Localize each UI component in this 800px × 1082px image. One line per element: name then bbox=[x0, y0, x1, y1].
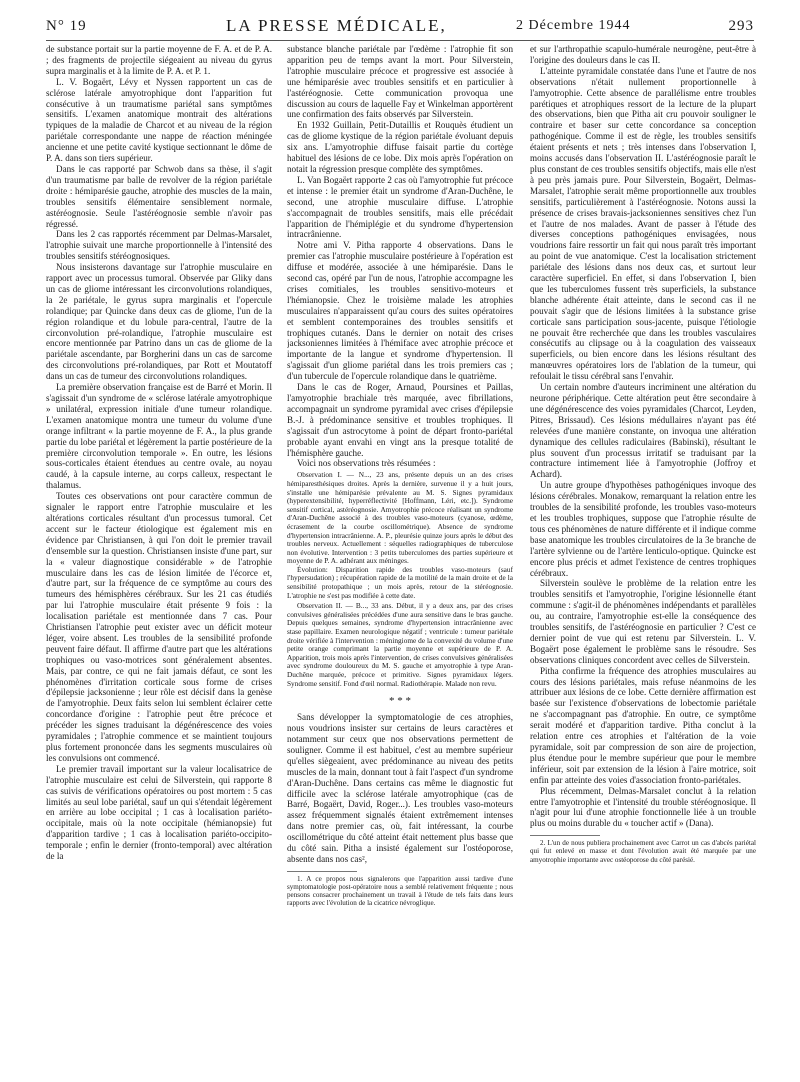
column-3 bbox=[530, 44, 756, 1074]
observation-1-evolution: Évolution: Disparition rapide des troubles vaso-moteurs (sauf l'hypersudation) ; récupération rapide de la motilité de la main droite et de la sensibilité protopathique ; un mois après, retour de la stéréognosie. L'atrophie ne s'est pas modifiée à cette date. bbox=[287, 564, 513, 600]
paragraph: Un autre groupe d'hypothèses pathogéniques invoque des lésions cérébrales. Monakow, remarquant la relation entre les troubles de la sensibilité profonde, les troubles vaso-moteurs et les troubles trophiques, suppose que l'atrophie résulte de tous ces phénomènes de nature différente et il indique comme base anatomique les troubles circulatoires de la 3e branche de l'artère sylvienne ou de l'artère lenticulo-optique. Quincke est encore plus précis et admet l'existence de centres trophiques cérébraux. bbox=[530, 480, 756, 578]
paragraph: de substance portait sur la partie moyenne de F. A. et de P. A. ; des fragments de projectile siégeaient au niveau du gyrus supra marginalis et à la limite de P. A. et P. 1. bbox=[46, 44, 272, 76]
paragraph: Silverstein soulève le problème de la relation entre les troubles sensitifs et l'amyotrophie, l'origine lésionnelle étant commune : s'agit-il de phénomènes indépendants et parallèles ou, au contraire, l'amyotrophie est-elle la conséquence des troubles sensitifs, de l'astéréognosie en particulier ? C'est ce dernier point de vue qui est retenu par Silverstein. L. V. Bogaërt pose également le problème sans le résoudre. Ses observations cliniques concordent avec celles de Silverstein. bbox=[530, 578, 756, 665]
paragraph: Voici nos observations très résumées : bbox=[297, 458, 436, 469]
footnote-rule bbox=[287, 871, 357, 872]
footnote-2: 2. L'un de nous publiera prochainement avec Carrot un cas d'abcès pariétal qui fut enlevé en masse et dont l'évolution avait été marquée par une amyotrophie importante avec ostéoporose du côté parésié. bbox=[530, 839, 756, 864]
paragraph: En 1932 Guillain, Petit-Dutaillis et Rouquès étudient un cas de gliome kystique de la région pariétale évoluant depuis six ans. L'amyotrophie diffuse faisait partie du cortège habituel des lésions de ce lobe. Dix mois après l'opération on notait la régression presque complète des symptômes. bbox=[287, 120, 513, 174]
section-divider-asterisks: * * * bbox=[389, 695, 411, 708]
footnote-1: 1. A ce propos nous signalerons que l'apparition aussi tardive d'une symptomatologie post-opératoire nous a semblé relativement fréquente ; nous pensons consacrer prochainement un travail à l'étude de tels faits dans leurs rapports avec l'évolution de la cicatrice névroglique. bbox=[287, 874, 513, 908]
journal-title: LA PRESSE MÉDICALE, bbox=[226, 16, 447, 35]
paragraph: Dans le cas de Roger, Arnaud, Poursines et Paillas, l'amyotrophie brachiale très marquée, avec fibrillations, accompagnait un syndrome pyramidal avec crises d'épilepsie B.-J. à prédominance sensitive et troubles trophiques. Il s'agissait d'un astrocytome à point de départ fronto-pariétal probable ayant envahi en vingt ans la presque totalité de l'hémisphère gauche. bbox=[287, 382, 513, 458]
paragraph: Pitha confirme la fréquence des atrophies musculaires au cours des lésions pariétales, mais refuse néanmoins de les attribuer aux lésions de ce lobe. Cette dernière affirmation est basée sur l'existence d'observations de lobectomie pariétale ne s'accompagnant pas d'atrophie. En outre, ce symptôme serait modéré et d'apparition tardive. Pitha conclut à la relation entre ces atrophies et l'altération de la voie pyramidale, soit par compression de son aire de projection, plus étendue pour le membre supérieur que pour le membre inférieur, soit par extension de la lésion à l'aire motrice, soit enfin par atteinte des voies d'association fronto-pariétales. bbox=[530, 665, 756, 785]
paragraph: L. Van Bogaërt rapporte 2 cas où l'amyotrophie fut précoce et intense : le premier était un syndrome d'Aran-Duchêne, le second, une atrophie musculaire diffuse. L'atrophie s'accompagnait de troubles sensitifs, mais elle précédait l'apparition de l'hémiplégie et du syndrome d'hypertension intracrânienne. bbox=[287, 174, 513, 240]
paragraph: Toutes ces observations ont pour caractère commun de signaler le rapport entre l'atrophie musculaire et les altérations corticales résultant d'un processus tumoral. Cet accent sur le facteur étiologique est également mis en évidence par Christiansen, à qui l'on doit le premier travail d'ensemble sur la question. Christiansen insiste d'une part, sur la « valeur diagnostique considérable » de l'atrophie musculaire dans les cas de lésion limitée de l'écorce et, d'autre part, sur la fréquence de ce symptôme au cours des tumeurs des hémisphères cérébraux. Sur les 21 cas étudiés par lui l'atrophie musculaire était présente 9 fois : la localisation pariétale est mentionnée dans 7 cas. Pour Christiansen l'atrophie peut exister avec un déficit moteur léger, voire absent. Les troubles de la sensibilité profonde peuvent faire défaut. Il affirme d'autre part que les altérations trophiques ou vaso-motrices sont généralement absentes. Mais, par contre, ce qui ne fait jamais défaut, ce sont les phénomènes d'irritation corticale sous forme de crises d'épilepsie jacksonienne ; leur rôle est décisif dans la genèse de l'amyotrophie. Deux faits selon lui semblent éclairer cette concordance d'origine : l'atrophie peut être précoce et précéder les signes traduisant la dégénérescence des voies pyramidales ; l'atrophie commence et se maintient toujours plus fortement prononcée dans les segments musculaires où les convulsions ont commencé. bbox=[46, 491, 272, 763]
column-2 bbox=[287, 44, 513, 1074]
paragraph: Nous insisterons davantage sur l'atrophie musculaire en rapport avec un processus tumoral. Observée par Gliky dans un cas de gliome intéressant les circonvolutions rolandiques, la 2e pariétale, le gyrus supra marginalis et l'opercule rolandique; par Quincke dans deux cas de gliome, l'un de la région rolandique et du lobule para-central, l'autre de la circonvolution pré-rolandique, l'atrophie musculaire est encore mentionnée par Patrino dans un cas de gliome de la pariétale ascendante, par Borgherini dans un cas de sarcome des circonvolutions pré-rolandiques, par Rott et Moutatoff dans un cas de tumeur des circonvolutions rolandiques. bbox=[46, 262, 272, 382]
paragraph: Dans les 2 cas rapportés récemment par Delmas-Marsalet, l'atrophie suivait une marche proportionnelle à l'intensité des troubles sensitifs stéréognosiques. bbox=[46, 229, 272, 262]
observation-1: Observation I. — N..., 23 ans, présente depuis un an des crises hémiparesthésiques droites. Après la dernière, survenue il y a huit jours, s'installe une hémiparésie prévalente au M. S. Signes pyramidaux (hyperextensibilité, hyperréflectivité [Hoffmann, Léri, etc.]). Syndrome sensitif cortical, astéréognosie. Amyotrophie précoce réalisant un syndrome d'Aran-Duchêne associé à des troubles vaso-moteurs (cyanose, œdème, écrasement de la courbe oscillométrique). Absence de syndrome d'hypertension intracrânienne. A. P., pleurésie quinze jours après le début des troubles nerveux. Actuellement : séquelles radiographiques de tuberculose non évolutive. Intervention : 3 petits tuberculomes des parties supérieure et moyenne de P. A. adhérant aux méninges. bbox=[287, 470, 513, 566]
issue-date: 2 Décembre 1944 bbox=[516, 18, 631, 33]
paragraph: Sans développer la symptomatologie de ces atrophies, nous voudrions insister sur certains de leurs caractères et notamment sur ceux que nos observations permettent de souligner. Comme il est habituel, c'est au membre supérieur qu'elles siègeaient, avec prédominance au niveau des petits muscles de la main, donnant tout à fait l'aspect d'un syndrome d'Aran-Duchêne. Dans certains cas même le diagnostic fut difficile avec la sclérose latérale amyotrophique (cas de Barré, Bogaërt, David, Roger...). Les troubles vaso-moteurs assez fréquemment signalés étaient extrêmement intenses dans notre premier cas, où, fait intéressant, la courbe oscillométrique du côté atteint était nettement plus basse que du côté sain. Pitha a insisté également sur l'ostéoporose, absente dans nos cas², bbox=[287, 712, 513, 864]
paragraph: Notre ami V. Pitha rapporte 4 observations. Dans le premier cas l'atrophie musculaire postérieure à l'opération est diffuse et modérée, associée à une hémiparésie. Dans le second cas, opéré par l'un de nous, l'atrophie accompagne les crises comitiales, les troubles sensitivo-moteurs et l'hémianopsie. Chez le troisième malade les atrophies musculaires n'apparaissent qu'au cours des suites opératoires et semblent contemporaines des troubles sensitifs et trophiques cutanés. Dans le dernier on notait des crises jacksoniennes limitées à l'hémiface avec atrophie précoce et importante de la langue et syndrome d'hypertension. Il s'agissait d'un gliome pariétal dans les trois premiers cas ; d'un tubercule de l'opercule rolandique dans le quatrième. bbox=[287, 240, 513, 382]
paragraph: L. V. Bogaërt, Lévy et Nyssen rapportent un cas de sclérose latérale amyotrophique dont l'apparition fut consécutive à un traumatisme pariétal sans symptômes sensitifs. L'examen anatomique montrait des altérations typiques de la maladie de Charcot et au niveau de la région pariétale correspondante une nappe de réaction méningée ancienne et une petite cavité kystique sectionnant le dôme de P. A. dans son tiers supérieur. bbox=[46, 76, 272, 164]
paragraph: L'atteinte pyramidale constatée dans l'une et l'autre de nos observations n'était nullement proportionnelle à l'amyotrophie. Cette absence de parallélisme entre troubles parétiques et atrophiques ressort de la lecture de la plupart des observations, bien que Pitha ait cru pouvoir souligner le contraire et baser sur cette concordance sa conception pathogénique. Comme il est de règle, les troubles sensitifs étaient présents et nets ; très intenses dans l'observation I, moins accusés dans l'observation II. L'astéréognosie paraît le plus constant de ces troubles sensitifs objectifs, mais elle n'est à peu près jamais pure. Pour Silverstein, Bogaërt, Delmas-Marsalet, l'atrophie serait même proportionnelle aux troubles sensitifs, particulièrement à l'astéréognosie. Notons aussi la présence de crises bravais-jacksoniennes sensitives chez l'un et l'autre de nos malades. Avant de passer à l'étude des diverses conceptions pathogéniques envisagées, nous voudrions faire ressortir un fait qui nous paraît très important au point de vue anatomique. C'est la localisation strictement pariétale des lésions dans nos deux cas, et surtout leur caractère superficiel. En effet, si dans l'observation I, bien que les tuberculomes fussent très superficiels, la substance blanche adhérente était atteinte, dans le second cas il ne pouvait s'agir que de lésions limitées à la substance grise corticale sans participation sous-jacente, puisque l'étiologie ne pouvait être recherchée que dans les troubles vasculaires consécutifs au clipsage ou à la coagulation des vaisseaux superficiels, ou bien encore dans les lésions résultant des manœuvres opératoires lors de l'ablation de la tumeur, qui refoulait le tissu cérébral sans l'envahir. bbox=[530, 65, 756, 382]
page-number: 293 bbox=[728, 18, 754, 34]
paragraph: Dans le cas rapporté par Schwob dans sa thèse, il s'agit d'un traumatisme par balle de revolver de la région pariétale droite : hémiparésie gauche, atrophie des muscles de la main, troubles sensitifs élémentaire sensiblement normale, astéréognosie. Seule l'astéréognosie semble n'avoir pas régressé. bbox=[46, 163, 272, 229]
footnote-rule bbox=[530, 835, 600, 836]
observation-2: Observation II. — B..., 33 ans. Début, il y a deux ans, par des crises convulsives généralisées précédées d'une aura sensitive dans le bras gauche. Depuis quelques semaines, syndrome d'hypertension intracrânienne avec stase papillaire. Examen neurologique négatif ; ventricule : tumeur pariétale droite vérifiée à l'intervention : méningiome de la convexité du volume d'une petite orange comprimant la partie moyenne et supérieure de P. A. Apparition, trois mois après l'intervention, de crises convulsives généralisées avec syndrome douloureux du M. S. gauche et amyotrophie à type Aran-Duchêne marquée, précoce et primitive. Signes pyramidaux légers. Syndrome sensitif. Fond d'œil normal. Radiothérapie. Malade non revu. bbox=[287, 601, 513, 688]
paragraph: Un certain nombre d'auteurs incriminent une altération du neurone périphérique. Cette altération peut être secondaire à une dégénérescence des voies pyramidales (Charcot, Leyden, Pitres, Brissaud). Ces lésions médullaires n'ayant pas été relevées d'une manière constante, on invoqua une altération dynamique des cellules radiculaires (Babinski), résultant le plus souvent d'un processus irritatif se traduisant par la contracture intimement liée à l'amyotrophie (Joffroy et Achard). bbox=[530, 382, 756, 480]
column-1 bbox=[46, 44, 272, 1074]
paragraph: et sur l'arthropathie scapulo-humérale neurogène, peut-être à l'origine des douleurs dans le cas II. bbox=[530, 44, 756, 65]
paragraph: Le premier travail important sur la valeur localisatrice de l'atrophie musculaire est celui de Silverstein, qui rapporte 8 cas suivis de vérifications opératoires ou post mortem : 5 cas limités au seul lobe pariétal, sauf un qui s'étendait légèrement en arrière au lobe occipital ; 1 cas à localisation pariéto-occipitale, mais où la note occipitale (hémianopsie) fut d'apparition tardive ; 1 cas à localisation pariéto-occipito-temporale ; enfin le dernier (fronto-temporal) avec altération de la bbox=[46, 763, 272, 862]
paragraph: La première observation française est de Barré et Morin. Il s'agissait d'un syndrome de « sclérose latérale amyotrophique » unilatéral, expression initiale d'une tumeur rolandique. L'examen anatomique montra une tumeur du volume d'une orange infiltrant « la partie moyenne de F. A., la plus grande partie du lobe pariétal et légèrement la partie postérieure de la première circonvolution temporale ». En outre, les lésions sous-corticales étaient étendues au centre ovale, au noyau caudé, à la capsule interne, au corps calleux, respectant le thalamus. bbox=[46, 382, 272, 491]
issue-number: N° 19 bbox=[46, 18, 87, 34]
paragraph: Plus récemment, Delmas-Marsalet conclut à la relation entre l'amyotrophie et l'intensité du trouble stéréognosique. Il n'agit pour lui d'une atrophie fonctionnelle liée à un trouble plus ou moins durable du « toucher actif » (Dana). bbox=[530, 785, 756, 829]
paragraph: substance blanche pariétale par l'œdème : l'atrophie fit son apparition peu de temps avant la mort. Pour Silverstein, l'atrophie musculaire précoce et progressive est associée à une hémiparésie avec troubles sensitifs et en particulier à l'astéréognosie. Cette communication provoqua une discussion au cours de laquelle Fay et Winkelman apportèrent une confirmation des faits observés par Silverstein. bbox=[287, 44, 513, 120]
page-header bbox=[46, 16, 754, 41]
